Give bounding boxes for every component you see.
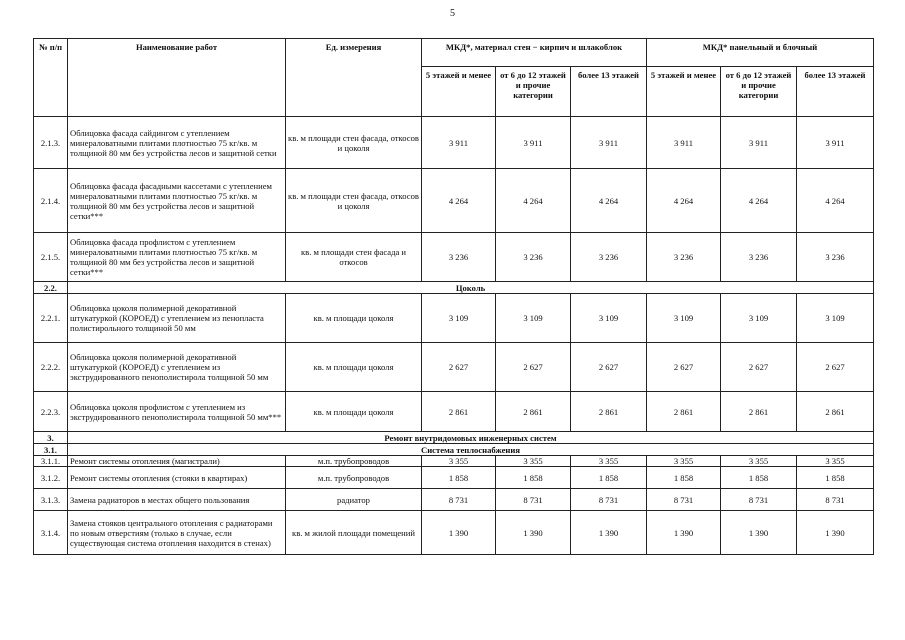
cost-value: 8 731 (496, 489, 571, 511)
unit-of-measure: кв. м площади стен фасада, откосов и цоколя (286, 169, 422, 233)
row-number: 2.1.4. (34, 169, 68, 233)
cost-value: 3 109 (571, 294, 647, 343)
cost-value: 2 627 (571, 343, 647, 392)
table-row (34, 489, 874, 511)
cost-value: 1 858 (797, 467, 874, 489)
cost-value: 4 264 (647, 169, 721, 233)
unit-of-measure: кв. м площади цоколя (286, 294, 422, 343)
cost-value: 8 731 (797, 489, 874, 511)
cost-value: 1 858 (647, 467, 721, 489)
cost-value: 1 390 (571, 511, 647, 555)
cost-value: 1 390 (422, 511, 496, 555)
table-row (34, 467, 874, 489)
cost-value: 1 858 (496, 467, 571, 489)
cost-value: 1 858 (721, 467, 797, 489)
cost-value: 8 731 (721, 489, 797, 511)
section-number: 3. (34, 432, 68, 444)
row-number: 2.2.3. (34, 392, 68, 432)
work-name: Облицовка фасада фасадными кассетами с утеплением минераловатными плитами плотностью 75 кг/кв. м толщиной 80 мм без устройства лесов и защитной сетки*** (68, 169, 286, 233)
section-row (34, 282, 874, 294)
work-name: Облицовка цоколя полимерной декоративной штукатуркой (КОРОЕД) с утеплением из экструдированного пенополистирола толщиной 50 мм (68, 343, 286, 392)
cost-value: 3 236 (571, 233, 647, 282)
unit-of-measure: кв. м площади стен фасада, откосов и цоколя (286, 117, 422, 169)
page-number: 5 (450, 8, 455, 19)
table-row (34, 294, 874, 343)
section-number: 3.1. (34, 444, 68, 456)
table-row (34, 511, 874, 555)
work-name: Замена радиаторов в местах общего пользования (68, 489, 286, 511)
section-title: Цоколь (68, 282, 874, 294)
table-row (34, 169, 874, 233)
header-unit: Ед. измерения (286, 39, 422, 117)
cost-value: 2 627 (496, 343, 571, 392)
unit-of-measure: м.п. трубопроводов (286, 456, 422, 467)
cost-value: 1 390 (797, 511, 874, 555)
row-number: 3.1.2. (34, 467, 68, 489)
subheader-panel-6-12: от 6 до 12 этажей и прочие категории (721, 67, 797, 117)
unit-of-measure: кв. м площади цоколя (286, 392, 422, 432)
cost-value: 3 355 (721, 456, 797, 467)
header-group-brick: МКД*, материал стен − кирпич и шлакоблок (422, 39, 647, 67)
work-name: Облицовка цоколя полимерной декоративной штукатуркой (КОРОЕД) с утеплением из пенопласта полистирольного толщиной 50 мм (68, 294, 286, 343)
cost-value: 3 355 (422, 456, 496, 467)
cost-value: 2 627 (647, 343, 721, 392)
cost-value: 3 236 (647, 233, 721, 282)
row-number: 2.1.3. (34, 117, 68, 169)
work-name: Замена стояков центрального отопления с радиаторами по новым отверстиям (только в случае, если существующая система отопления находится в стенах) (68, 511, 286, 555)
table-row (34, 233, 874, 282)
cost-value: 4 264 (797, 169, 874, 233)
cost-value: 1 390 (496, 511, 571, 555)
works-cost-table (33, 38, 874, 555)
table-row (34, 392, 874, 432)
subheader-brick-5: 5 этажей и менее (422, 67, 496, 117)
cost-value: 3 236 (496, 233, 571, 282)
cost-value: 2 861 (571, 392, 647, 432)
cost-value: 3 109 (422, 294, 496, 343)
work-name: Ремонт системы отопления (магистрали) (68, 456, 286, 467)
cost-value: 1 858 (422, 467, 496, 489)
cost-value: 3 911 (797, 117, 874, 169)
unit-of-measure: кв. м площади стен фасада и откосов (286, 233, 422, 282)
row-number: 3.1.3. (34, 489, 68, 511)
row-number: 2.1.5. (34, 233, 68, 282)
cost-value: 3 911 (422, 117, 496, 169)
cost-value: 3 355 (496, 456, 571, 467)
cost-value: 8 731 (422, 489, 496, 511)
table-row (34, 117, 874, 169)
cost-value: 3 355 (571, 456, 647, 467)
table-row (34, 343, 874, 392)
cost-value: 3 911 (571, 117, 647, 169)
cost-value: 4 264 (496, 169, 571, 233)
section-row (34, 432, 874, 444)
cost-value: 3 109 (721, 294, 797, 343)
cost-value: 3 109 (797, 294, 874, 343)
section-title: Система теплоснабжения (68, 444, 874, 456)
cost-value: 2 861 (797, 392, 874, 432)
cost-value: 2 627 (797, 343, 874, 392)
cost-value: 2 861 (647, 392, 721, 432)
cost-value: 3 911 (721, 117, 797, 169)
section-title: Ремонт внутридомовых инженерных систем (68, 432, 874, 444)
cost-value: 3 236 (721, 233, 797, 282)
subheader-panel-5: 5 этажей и менее (647, 67, 721, 117)
work-name: Облицовка фасада сайдингом с утеплением минераловатными плитами плотностью 75 кг/кв. м толщиной 80 мм без устройства лесов и защитной сетки (68, 117, 286, 169)
cost-value: 3 355 (647, 456, 721, 467)
cost-value: 3 236 (797, 233, 874, 282)
cost-value: 3 236 (422, 233, 496, 282)
cost-value: 3 355 (797, 456, 874, 467)
cost-value: 3 911 (496, 117, 571, 169)
header-group-panel: МКД* панельный и блочный (647, 39, 874, 67)
cost-value: 4 264 (422, 169, 496, 233)
unit-of-measure: радиатор (286, 489, 422, 511)
cost-value: 2 861 (422, 392, 496, 432)
cost-value: 2 627 (721, 343, 797, 392)
row-number: 3.1.4. (34, 511, 68, 555)
cost-value: 2 861 (721, 392, 797, 432)
unit-of-measure: кв. м жилой площади помещений (286, 511, 422, 555)
table-row (34, 456, 874, 467)
work-name: Облицовка фасада профлистом с утеплением минераловатными плитами плотностью 75 кг/кв. м толщиной 80 мм без устройства лесов и защитной сетки*** (68, 233, 286, 282)
cost-value: 8 731 (647, 489, 721, 511)
unit-of-measure: м.п. трубопроводов (286, 467, 422, 489)
unit-of-measure: кв. м площади цоколя (286, 343, 422, 392)
cost-value: 4 264 (721, 169, 797, 233)
row-number: 3.1.1. (34, 456, 68, 467)
section-row (34, 444, 874, 456)
cost-value: 4 264 (571, 169, 647, 233)
work-name: Облицовка цоколя профлистом с утеплением из экструдированного пенополистирола толщиной 50 мм*** (68, 392, 286, 432)
subheader-brick-6-12: от 6 до 12 этажей и прочие категории (496, 67, 571, 117)
cost-value: 3 911 (647, 117, 721, 169)
header-name: Наименование работ (68, 39, 286, 117)
work-name: Ремонт системы отопления (стояки в квартирах) (68, 467, 286, 489)
cost-value: 1 390 (721, 511, 797, 555)
cost-value: 2 627 (422, 343, 496, 392)
cost-value: 2 861 (496, 392, 571, 432)
cost-value: 1 858 (571, 467, 647, 489)
cost-value: 3 109 (647, 294, 721, 343)
header-num: № п/п (34, 39, 68, 117)
section-number: 2.2. (34, 282, 68, 294)
cost-value: 1 390 (647, 511, 721, 555)
row-number: 2.2.2. (34, 343, 68, 392)
cost-value: 8 731 (571, 489, 647, 511)
subheader-panel-13: более 13 этажей (797, 67, 874, 117)
row-number: 2.2.1. (34, 294, 68, 343)
subheader-brick-13: более 13 этажей (571, 67, 647, 117)
cost-value: 3 109 (496, 294, 571, 343)
